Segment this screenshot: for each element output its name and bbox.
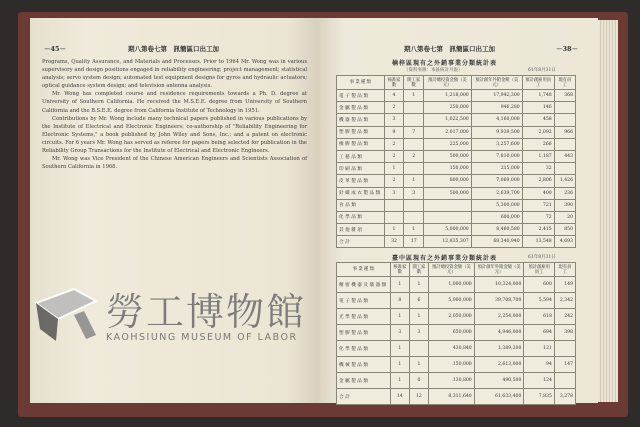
right-running-header: 期八第卷七第 訊簡區口出工加 (404, 45, 495, 53)
value-cell: 130,800 (428, 373, 474, 389)
table-row (337, 373, 576, 389)
value-cell (404, 102, 424, 114)
value-cell: 721 (522, 199, 554, 211)
column-header: 預計創年外銷金額（美元） (471, 76, 522, 90)
table1-source: （資料來源：本區統計月報） (404, 68, 463, 73)
value-cell: 32 (384, 236, 404, 248)
value-cell: 5,900,000 (428, 293, 474, 309)
value-cell: 94 (524, 357, 554, 373)
category-cell: 印刷品類 (337, 163, 385, 175)
value-cell: 2,017,000 (424, 126, 472, 138)
value-cell: 61,633,400 (474, 389, 524, 405)
category-cell: 金屬製品類 (337, 102, 385, 114)
value-cell: 694 (524, 325, 554, 341)
table-row (337, 357, 576, 373)
table1 (336, 75, 576, 248)
table-row (337, 224, 576, 236)
value-cell: 4,160,000 (471, 114, 522, 126)
value-cell (384, 211, 404, 223)
table-row (337, 325, 576, 341)
left-body-text (42, 58, 307, 171)
value-cell: 368 (554, 90, 575, 102)
watermark-logo (34, 285, 324, 385)
left-running-header: 期八第卷七第 訊簡區口出工加 (128, 45, 219, 53)
column-header: 事 業 種 類 (337, 263, 391, 277)
value-cell: 1 (390, 341, 409, 357)
value-cell: 236 (554, 187, 575, 199)
value-cell: 1 (390, 309, 409, 325)
category-cell: 電子製品類 (337, 293, 391, 309)
value-cell: 2,639,700 (471, 187, 522, 199)
value-cell: 8 (390, 293, 409, 309)
value-cell: 250,000 (424, 102, 472, 114)
value-cell: 490,500 (474, 373, 524, 389)
column-header: 現有員工 (554, 76, 575, 90)
value-cell (554, 341, 575, 357)
value-cell (424, 199, 472, 211)
category-cell: 工藝品類 (337, 150, 385, 162)
table2-title: 臺中區現有之外銷事業分類統計表 (392, 255, 498, 262)
value-cell: 5,300,000 (471, 199, 522, 211)
value-cell: 7 (404, 126, 424, 138)
column-header: 預計總投資金額（美元） (424, 76, 472, 90)
value-cell (554, 138, 575, 150)
table-row (337, 163, 576, 175)
right-page-number: －38－ (556, 45, 579, 53)
table-row (337, 309, 576, 325)
category-cell: 塑膠製品類 (337, 325, 391, 341)
value-cell: 3 (404, 187, 424, 199)
value-cell: 9,939,500 (471, 126, 522, 138)
table-row (337, 102, 576, 114)
header-row (337, 263, 576, 277)
value-cell: 2 (404, 150, 424, 162)
value-cell: 7,810,000 (471, 150, 522, 162)
value-cell: 215,000 (471, 163, 522, 175)
watermark-chinese: 勞工博物館 (106, 290, 307, 334)
value-cell: 2,342 (554, 293, 575, 309)
value-cell: 4,946,000 (474, 325, 524, 341)
value-cell: 1,748 (522, 90, 554, 102)
value-cell: 12,835,307 (424, 236, 472, 248)
value-cell: 3 (384, 114, 404, 126)
value-cell: 1,022,500 (424, 114, 472, 126)
table-row (337, 293, 576, 309)
table-row (337, 277, 576, 293)
category-cell: 合計 (337, 236, 385, 248)
table-row (337, 138, 576, 150)
value-cell: 1 (404, 175, 424, 187)
value-cell: 1,426 (554, 175, 575, 187)
table1-date: 61年8月31日 (528, 68, 556, 73)
table-row (337, 114, 576, 126)
value-cell: 1,187 (522, 150, 554, 162)
value-cell: 398 (554, 325, 575, 341)
category-cell: 橡膠製品類 (337, 138, 385, 150)
value-cell: 1 (390, 373, 409, 389)
category-cell: 精密機器及儀器類 (337, 277, 391, 293)
value-cell: 850 (554, 224, 575, 236)
value-cell: 124 (524, 373, 554, 389)
category-cell: 合計 (337, 389, 391, 405)
category-cell: 皮革製品類 (337, 175, 385, 187)
value-cell (404, 114, 424, 126)
table-row (337, 126, 576, 138)
value-cell: 39,708,700 (474, 293, 524, 309)
value-cell: 946,280 (471, 102, 522, 114)
value-cell: 600,000 (471, 211, 522, 223)
value-cell: 1 (409, 309, 428, 325)
value-cell: 3 (390, 325, 409, 341)
value-cell: 1,000,000 (428, 277, 474, 293)
column-header: 開工家數 (404, 76, 424, 90)
column-header: 核准家數 (384, 76, 404, 90)
table-row (337, 341, 576, 357)
left-page-number: －45－ (44, 45, 67, 53)
page-edges (598, 20, 618, 402)
value-cell: 20 (554, 211, 575, 223)
column-header: 預計創雇用員工 (524, 263, 554, 277)
table-row (337, 175, 576, 187)
category-cell: 機械製品類 (337, 357, 391, 373)
value-cell: 150,000 (428, 357, 474, 373)
value-cell: 1 (390, 277, 409, 293)
paragraph: Programs, Quality Assurance, and Materials and Processes. Prior to 1964 Mr. Wong was in various supervisory and design positions engaged in reliability engineering; project management; statistical analysis; servo system design; automated test equipment designs for gyros and hydraulic actuators; optical guidance system design; and television antenna analysis. (42, 59, 307, 90)
value-cell: 72 (522, 211, 554, 223)
value-cell: 2 (384, 150, 404, 162)
value-cell: 500,000 (424, 150, 472, 162)
value-cell (404, 163, 424, 175)
table-row (337, 90, 576, 102)
value-cell: 1 (384, 163, 404, 175)
category-cell: 金屬製品類 (337, 373, 391, 389)
value-cell: 2 (384, 138, 404, 150)
value-cell (409, 341, 428, 357)
value-cell: 149 (554, 277, 575, 293)
value-cell: 430,840 (428, 341, 474, 357)
value-cell: 12 (409, 389, 428, 405)
paragraph: Mr. Wong was Vice President of the Chinese American Engineers and Scientists Association of Southern California in 1968. (42, 156, 307, 171)
value-cell: 146 (522, 102, 554, 114)
value-cell: 266 (522, 138, 554, 150)
value-cell (424, 211, 472, 223)
value-cell: 225,000 (424, 138, 472, 150)
value-cell: 7,835 (524, 389, 554, 405)
value-cell: 13,548 (522, 236, 554, 248)
value-cell: 2,415 (522, 224, 554, 236)
value-cell (404, 199, 424, 211)
category-cell: 光學製品類 (337, 309, 391, 325)
value-cell: 242 (554, 309, 575, 325)
value-cell: 1 (384, 224, 404, 236)
value-cell (554, 102, 575, 114)
value-cell: 2,806 (522, 175, 554, 187)
value-cell: 390 (554, 199, 575, 211)
value-cell: 2,254,000 (474, 309, 524, 325)
total-row (337, 389, 576, 405)
value-cell: 32 (522, 163, 554, 175)
value-cell: 4 (384, 90, 404, 102)
value-cell: 10,324,000 (474, 277, 524, 293)
value-cell: 150,000 (424, 163, 472, 175)
value-cell (554, 373, 575, 389)
value-cell: 600 (524, 277, 554, 293)
value-cell: 458 (522, 114, 554, 126)
value-cell (404, 138, 424, 150)
category-cell: 機器製品類 (337, 114, 385, 126)
category-cell: 化學品類 (337, 211, 385, 223)
value-cell: 800,000 (424, 175, 472, 187)
column-header: 開工家數 (409, 263, 428, 277)
table-row (337, 199, 576, 211)
value-cell: 6 (409, 293, 428, 309)
category-cell: 化學製品類 (337, 341, 391, 357)
value-cell: 1 (404, 90, 424, 102)
value-cell (554, 163, 575, 175)
value-cell: 2,050,000 (428, 309, 474, 325)
category-cell: 食品類 (337, 199, 385, 211)
table2-date: 61年8月31日 (528, 255, 556, 260)
value-cell (384, 199, 404, 211)
category-cell: 針織成衣製品類 (337, 187, 385, 199)
category-cell: 電子製品類 (337, 90, 385, 102)
value-cell: 7,069,000 (471, 175, 522, 187)
value-cell: 500,000 (424, 187, 472, 199)
value-cell: 2 (384, 102, 404, 114)
value-cell: 3 (409, 325, 428, 341)
column-header: 現有員工 (554, 263, 575, 277)
value-cell: 443 (554, 150, 575, 162)
value-cell: 68,340,940 (471, 236, 522, 248)
table2 (336, 262, 576, 405)
value-cell: 3,278 (554, 389, 575, 405)
value-cell: 17,942,300 (471, 90, 522, 102)
category-cell: 其他雜項 (337, 224, 385, 236)
value-cell: 17 (404, 236, 424, 248)
value-cell: 8,311,640 (428, 389, 474, 405)
value-cell: 2 (384, 175, 404, 187)
column-header: 核准家數 (390, 263, 409, 277)
value-cell: 3,257,600 (471, 138, 522, 150)
total-row (337, 236, 576, 248)
value-cell: 1 (390, 357, 409, 373)
value-cell (554, 114, 575, 126)
paragraph: Contributions by Mr. Wong include many technical papers published in various publications by the Institute of Electrical and Electronic Engineers; co-authorship of "Reliability Engineering for Electronic Systems," a book published by John Wiley and Sons, Inc.; and a patent on electronic circuits. For 6 years Mr. Wong has served as referee for papers being selected for publication in the Reliability Group Transactions for the Institute of Electrical and Electronic Engineers. (42, 115, 307, 155)
value-cell: 400 (522, 187, 554, 199)
value-cell: 121 (524, 341, 554, 357)
column-header: 預計總投資金額（美元） (428, 263, 474, 277)
value-cell: 966 (554, 126, 575, 138)
value-cell: 4,693 (554, 236, 575, 248)
value-cell: 2,092 (522, 126, 554, 138)
value-cell: 14 (390, 389, 409, 405)
value-cell: 8,460,580 (471, 224, 522, 236)
paragraph: Mr. Wong has completed course and residence requirements towards a Ph. D. degree at University of Southern California. He received the M.S.E.E. degree from University of Southern California and the B.S.E.E. degree from California Institute of Technology in 1951. (42, 91, 307, 114)
value-cell: 5,594 (524, 293, 554, 309)
value-cell: 5,000,000 (424, 224, 472, 236)
value-cell (404, 211, 424, 223)
value-cell: 3 (384, 187, 404, 199)
watermark-english: KAOHSIUNG MUSEUM OF LABOR (106, 332, 298, 343)
column-header: 預計創年外銷金額（美元） (474, 263, 524, 277)
table-row (337, 187, 576, 199)
column-header: 預計創雇用員工 (522, 76, 554, 90)
table-row (337, 211, 576, 223)
value-cell: 2,613,000 (474, 357, 524, 373)
table-row (337, 150, 576, 162)
category-cell: 塑膠製品類 (337, 126, 385, 138)
value-cell: 1,218,000 (424, 90, 472, 102)
value-cell: 1 (409, 277, 428, 293)
museum-logo-icon (34, 285, 104, 345)
header-row (337, 76, 576, 90)
value-cell: 650,000 (428, 325, 474, 341)
value-cell: 147 (554, 357, 575, 373)
value-cell: 1 (404, 224, 424, 236)
value-cell: 1 (409, 357, 428, 373)
value-cell: 9 (384, 126, 404, 138)
table1-title: 楠梓區現有之外銷事業分類統計表 (392, 60, 498, 67)
value-cell: 1,389,200 (474, 341, 524, 357)
value-cell: 0 (409, 373, 428, 389)
column-header: 事 業 種 類 (337, 76, 385, 90)
value-cell: 618 (524, 309, 554, 325)
